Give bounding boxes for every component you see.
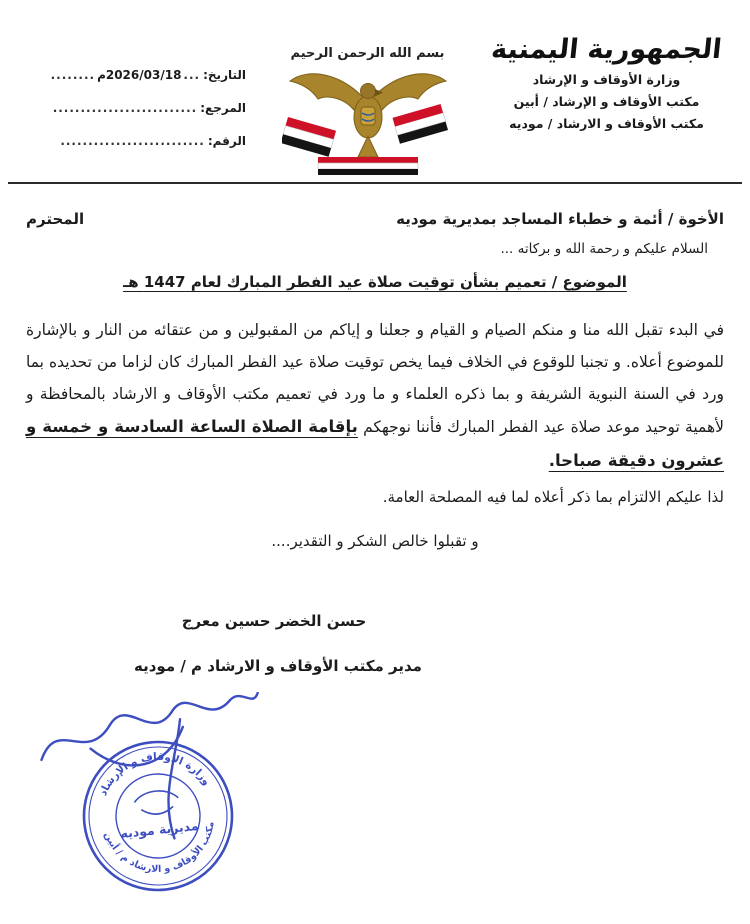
letter-body	[26, 210, 724, 675]
ministry-name: وزارة الأوقاف و الإرشاد	[532, 72, 681, 87]
reference-dots: ..........................	[52, 101, 198, 115]
body-main-text: في البدء تقبل الله منا و منكم الصيام و القيام و جعلنا و إياكم من المقبولين و من عتقائه من النار و بالإشارة للموضوع أعلاه. و تجنبا للوقوع في الخلاف فيما يخص توقيت صلاة عيد الفطر المبارك كان لزاما من تحديده بما ورد في السنة النبوية الشريفة و بما ذكره العلماء و ما ورد في تعميم مكتب الأوقاف و الارشاد بالمحافظة و لأهمية توحيد موعد صلاة عيد الفطر المبارك فأننا نوجهكم	[26, 321, 724, 437]
right-flag-icon	[392, 104, 448, 144]
date-value: 2026/03/18م	[97, 68, 182, 82]
stamp-ring-top-text: وزارة الأوقاف و الإرشاد	[97, 750, 213, 798]
republic-title: الجمهورية اليمنية	[489, 34, 724, 65]
greeting-text: السلام عليكم و رحمة الله و بركاته ...	[500, 241, 708, 257]
number-field	[26, 134, 246, 148]
yemen-emblem-icon	[282, 63, 454, 175]
signature-name: حسن الخضر حسين معرج	[181, 611, 367, 630]
number-label: الرقم:	[207, 134, 246, 148]
reference-fields	[26, 10, 246, 167]
letterhead	[26, 10, 724, 180]
date-dots-b: ........	[50, 68, 96, 82]
subject-text: الموضوع / تعميم بشأن توقيت صلاة عيد الفطر المبارك لعام 1447 هـ	[123, 273, 627, 291]
number-dots: ..........................	[60, 134, 205, 148]
letterhead-org-block	[489, 10, 724, 131]
reference-label: المرجع:	[200, 101, 246, 115]
date-field	[26, 68, 246, 82]
stamp-ring-bottom-text: مكتب الأوقاف و الارشاد م / أبين	[101, 820, 217, 876]
closing-line: و تقبلوا خالص الشكر و التقدير....	[271, 531, 479, 550]
left-flag-icon	[282, 117, 336, 157]
body-paragraph	[26, 315, 724, 478]
stamp-center-emblem-icon	[134, 789, 180, 816]
date-dots-a: ...	[183, 68, 201, 82]
signature-block	[74, 612, 474, 675]
flag-banner-icon	[318, 157, 418, 175]
body-emphasis-text: بإقامة الصلاة الساعة السادسة و خمسة و عشرون دقيقة صباحا.	[26, 417, 724, 471]
reference-field	[26, 101, 246, 115]
compliance-line: لذا عليكم الالتزام بما ذكر أعلاه لما فيه المصلحة العامة.	[382, 487, 724, 506]
header-divider	[8, 182, 742, 184]
subject-line	[26, 273, 724, 291]
office-stamp	[40, 692, 276, 898]
addressee-text: الأخوة / أئمة و خطباء المساجد بمديرية موديه	[396, 210, 724, 228]
date-label: التاريخ:	[203, 68, 246, 82]
signature-title: مدير مكتب الأوقاف و الارشاد م / موديه	[134, 656, 422, 675]
addressee-row	[26, 210, 724, 228]
bismillah-text: بسم الله الرحمن الرحيم	[290, 46, 445, 61]
office-abyan-line: مكتب الأوقاف و الإرشاد / أبين	[513, 94, 700, 109]
stamp-center-text: مديرية موديه	[119, 817, 200, 841]
honorific-text: المحترم	[26, 210, 85, 228]
office-mudiyah-line: مكتب الأوقاف و الارشاد / موديه	[509, 116, 704, 131]
letterhead-emblem-block	[270, 10, 465, 179]
